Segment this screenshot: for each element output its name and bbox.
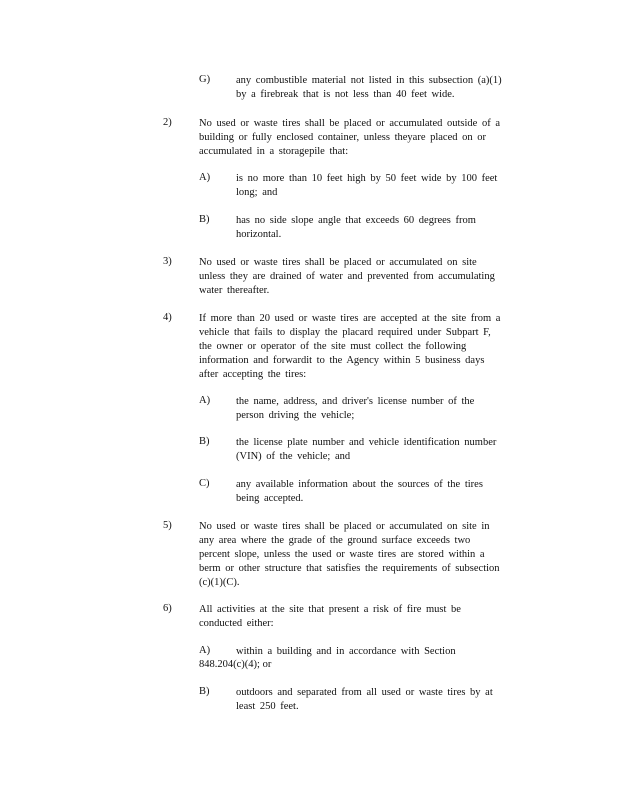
text-line: vehicle that fails to display the placard required under Subpart F,: [199, 327, 491, 338]
item-text-g: [236, 74, 518, 102]
text-line: horizontal.: [236, 229, 282, 240]
item-label-5: 5): [163, 520, 172, 531]
text-line: by a firebreak that is not less than 40 feet wide.: [236, 89, 455, 100]
item-text-6a-continuation: 848.204(c)(4); or: [199, 659, 272, 670]
text-line: percent slope, unless the used or waste tires are stored within a: [199, 549, 485, 560]
item-text-4a: [236, 395, 492, 423]
text-line: outdoors and separated from all used or waste tires by at: [236, 687, 493, 698]
text-line: the name, address, and driver's license number of the: [236, 396, 475, 407]
text-line: any area where the grade of the ground surface exceeds two: [199, 535, 471, 546]
item-label-2b: B): [199, 214, 210, 225]
text-line: the owner or operator of the site must collect the following: [199, 341, 467, 352]
text-line: berm or other structure that satisfies the requirements of subsection: [199, 563, 500, 574]
item-text-4: [199, 312, 515, 382]
item-label-6a: A): [199, 645, 211, 656]
text-line: has no side slope angle that exceeds 60 degrees from: [236, 215, 476, 226]
text-line: information and forwardit to the Agency within 5 business days: [199, 355, 485, 366]
item-label-6b: B): [199, 686, 210, 697]
text-line: being accepted.: [236, 493, 304, 504]
item-label-4a: A): [199, 395, 211, 406]
text-line: person driving the vehicle;: [236, 410, 355, 421]
text-line: long; and: [236, 187, 278, 198]
text-line: unless they are drained of water and prevented from accumulating: [199, 271, 495, 282]
text-line: any combustible material not listed in this subsection (a)(1): [236, 75, 502, 86]
text-line: (c)(1)(C).: [199, 577, 240, 588]
text-line: No used or waste tires shall be placed or accumulated outside of a: [199, 118, 500, 129]
text-line: least 250 feet.: [236, 701, 299, 712]
text-line: within a building and in accordance with Section: [236, 646, 456, 657]
item-text-2a: [236, 172, 506, 200]
item-label-4b: B): [199, 436, 210, 447]
text-line: All activities at the site that present a risk of fire must be: [199, 604, 461, 615]
text-line: the license plate number and vehicle identification number: [236, 437, 497, 448]
item-text-6: [199, 603, 473, 631]
item-label-4: 4): [163, 312, 172, 323]
text-line: No used or waste tires shall be placed or accumulated on site in: [199, 521, 490, 532]
item-label-3: 3): [163, 256, 172, 267]
text-line: after accepting the tires:: [199, 369, 307, 380]
text-line: conducted either:: [199, 618, 274, 629]
item-text-6a: [236, 645, 468, 659]
text-line: is no more than 10 feet high by 50 feet wide by 100 feet: [236, 173, 498, 184]
text-line: water thereafter.: [199, 285, 270, 296]
text-line: No used or waste tires shall be placed or accumulated on site: [199, 257, 477, 268]
item-text-4c: [236, 478, 498, 506]
item-text-6b: [236, 686, 506, 714]
text-line: (VIN) of the vehicle; and: [236, 451, 351, 462]
item-text-2b: [236, 214, 498, 242]
item-label-6: 6): [163, 603, 172, 614]
text-line: If more than 20 used or waste tires are accepted at the site from a: [199, 313, 501, 324]
item-label-4c: C): [199, 478, 210, 489]
item-text-4b: [236, 436, 514, 464]
item-label-2: 2): [163, 117, 172, 128]
text-line: building or fully enclosed container, unless theyare placed on or: [199, 132, 486, 143]
item-label-g: G): [199, 74, 211, 85]
text-line: accumulated in a storagepile that:: [199, 146, 349, 157]
item-label-2a: A): [199, 172, 211, 183]
item-text-3: [199, 256, 507, 298]
item-text-2: [199, 117, 519, 159]
item-text-5: [199, 520, 517, 590]
text-line: any available information about the sources of the tires: [236, 479, 483, 490]
